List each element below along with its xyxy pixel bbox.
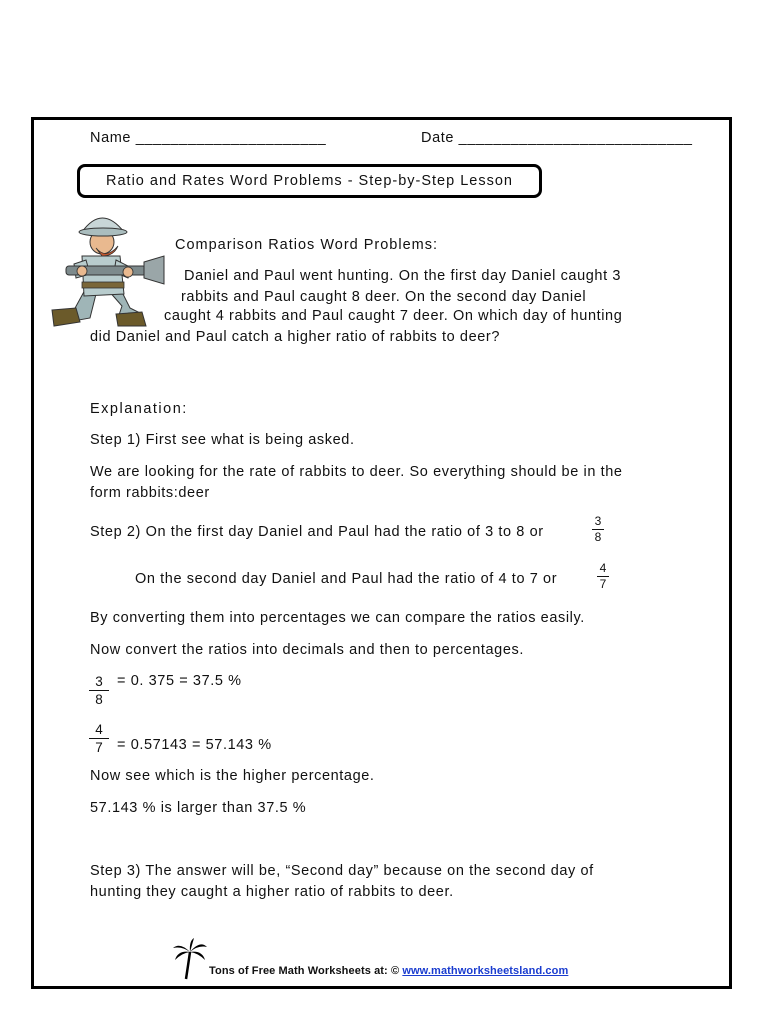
step-2-line-2: On the second day Daniel and Paul had the ratio of 4 to 7 or xyxy=(135,571,558,587)
worksheet-title: Ratio and Rates Word Problems - Step-by-Step Lesson xyxy=(77,164,542,198)
step-3-line-1: Step 3) The answer will be, “Second day” because on the second day of xyxy=(90,863,594,879)
fraction-4-7 xyxy=(597,562,609,591)
problem-line-4: did Daniel and Paul catch a higher ratio of rabbits to deer? xyxy=(90,329,501,345)
step-3-line-2: hunting they caught a higher ratio of rabbits to deer. xyxy=(90,884,454,900)
name-field: Name ______________________ xyxy=(90,130,327,146)
converting-text: By converting them into percentages we can compare the ratios easily. xyxy=(90,610,585,626)
hunter-illustration xyxy=(46,210,168,330)
fraction-bar xyxy=(89,738,109,739)
fraction-denominator: 7 xyxy=(95,740,103,755)
palm-tree-icon xyxy=(172,938,208,980)
fraction-denominator: 8 xyxy=(594,530,602,544)
looking-line-1: We are looking for the rate of rabbits to deer. So everything should be in the xyxy=(90,464,623,480)
looking-line-2: form rabbits:deer xyxy=(90,485,210,501)
fraction-bar xyxy=(89,690,109,691)
footer xyxy=(209,965,568,977)
calc-fraction-4-7 xyxy=(89,722,109,755)
calc-2-result: = 0.57143 = 57.143 % xyxy=(117,737,272,753)
footer-text: Tons of Free Math Worksheets at: © xyxy=(209,965,403,977)
problem-line-3: caught 4 rabbits and Paul caught 7 deer. On which day of hunting xyxy=(164,308,623,324)
date-field: Date ___________________________ xyxy=(421,130,693,146)
now-convert-text: Now convert the ratios into decimals and then to percentages. xyxy=(90,642,524,658)
step-2-line-1: Step 2) On the first day Daniel and Paul had the ratio of 3 to 8 or xyxy=(90,524,544,540)
fraction-3-8 xyxy=(592,515,604,544)
fraction-numerator: 3 xyxy=(594,514,602,528)
fraction-numerator: 4 xyxy=(95,722,103,737)
problem-line-1: Daniel and Paul went hunting. On the first day Daniel caught 3 xyxy=(184,268,622,284)
fraction-numerator: 4 xyxy=(599,561,607,575)
fraction-numerator: 3 xyxy=(95,674,103,689)
footer-link[interactable]: www.mathworksheetsland.com xyxy=(402,965,569,977)
step-1: Step 1) First see what is being asked. xyxy=(90,432,355,448)
problem-heading: Comparison Ratios Word Problems: xyxy=(175,237,439,253)
calc-1-result: = 0. 375 = 37.5 % xyxy=(117,673,242,689)
calc-fraction-3-8 xyxy=(89,674,109,707)
larger-text: 57.143 % is larger than 37.5 % xyxy=(90,800,307,816)
fraction-denominator: 7 xyxy=(599,577,607,591)
explanation-heading: Explanation: xyxy=(90,401,188,417)
now-see-text: Now see which is the higher percentage. xyxy=(90,768,375,784)
fraction-denominator: 8 xyxy=(95,692,103,707)
problem-line-2: rabbits and Paul caught 8 deer. On the second day Daniel xyxy=(181,289,587,305)
